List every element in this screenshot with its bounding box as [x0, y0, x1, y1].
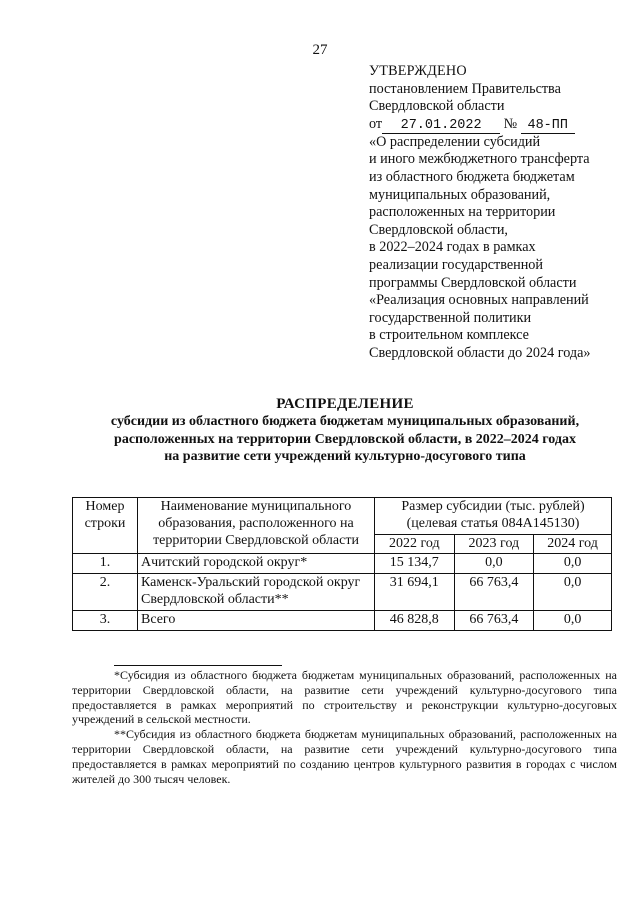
municipality-name: Каменск-Уральский городской округ Свердловской области** [138, 574, 375, 611]
row-number: 2. [73, 574, 138, 611]
value-2023: 66 763,4 [454, 610, 534, 630]
footnotes [72, 665, 617, 786]
header-subsidy-amount: Размер субсидии (тыс. рублей) (целевая статья 084А145130) [375, 498, 612, 535]
table-row [73, 574, 612, 611]
page-number: 27 [312, 42, 328, 58]
value-2023: 0,0 [454, 554, 534, 574]
table-row [73, 554, 612, 574]
resolution-title-line: программы Свердловской области [369, 274, 577, 291]
value-2023: 66 763,4 [454, 574, 534, 611]
heading-subtitle-line: субсидии из областного бюджета бюджетам муниципальных образований, [110, 414, 580, 429]
row-number: 3. [73, 610, 138, 630]
resolution-number: 48-ПП [521, 118, 575, 134]
resolution-title-line: муниципальных образований, [369, 186, 551, 203]
header-year-2024: 2024 год [534, 534, 612, 554]
municipality-name: Ачитский городской округ* [138, 554, 375, 574]
value-2022: 31 694,1 [375, 574, 455, 611]
resolution-title-line: в строительном комплексе [369, 327, 529, 344]
value-2022: 46 828,8 [375, 610, 455, 630]
resolution-date: 27.01.2022 [382, 118, 500, 134]
row-number: 1. [73, 554, 138, 574]
table-row-total [73, 610, 612, 630]
approval-line-2: Свердловской области [369, 98, 505, 115]
value-2024: 0,0 [534, 554, 612, 574]
value-2024: 0,0 [534, 610, 612, 630]
subsidy-table [72, 497, 612, 631]
value-2024: 0,0 [534, 574, 612, 611]
heading-title: РАСПРЕДЕЛЕНИЕ [276, 396, 414, 412]
resolution-title-line: «О распределении субсидий [369, 133, 541, 150]
footnote-wrap [72, 668, 617, 786]
approval-block [369, 63, 631, 363]
resolution-title-line: в 2022–2024 годах в рамках [369, 239, 536, 256]
value-2022: 15 134,7 [375, 554, 455, 574]
table-header-row [73, 498, 612, 535]
resolution-title-line: реализации государственной [369, 256, 543, 273]
resolution-title-line: «Реализация основных направлений [369, 292, 589, 309]
number-label: № [503, 115, 518, 132]
resolution-title-line: и иного межбюджетного трансферта [369, 151, 590, 168]
approval-date-number [369, 116, 631, 134]
header-row-number: Номер строки [73, 498, 138, 554]
heading-subtitle-line: расположенных на территории Свердловской области, в 2022–2024 годах [114, 431, 576, 447]
resolution-title-line: Свердловской области до 2024 года» [369, 344, 591, 361]
resolution-title-line: расположенных на территории [369, 204, 556, 221]
municipality-name: Всего [138, 610, 375, 630]
approval-stamp: УТВЕРЖДЕНО [369, 63, 467, 79]
resolution-title-line: Свердловской области, [369, 221, 508, 238]
header-year-2023: 2023 год [454, 534, 534, 554]
footnote-divider [114, 665, 282, 666]
document-heading [60, 395, 630, 466]
footnote-1: *Субсидия из областного бюджета бюджетам муниципальных образований, расположенных на территории Свердловской области, на развитие сети учреждений культурно-досугового типа предоставляется в рамках мероприятий по строительству и реконструкции культурно-досуговых учреждений в сельской местности. [72, 668, 617, 727]
approval-line-1: постановлением Правительства [369, 80, 561, 97]
header-year-2022: 2022 год [375, 534, 455, 554]
header-municipality: Наименование муниципального образования, расположенного на территории Свердловской области [138, 498, 375, 554]
footnote-2: **Субсидия из областного бюджета бюджетам муниципальных образований, расположенных на территории Свердловской области, на развитие сети учреждений культурно-досугового типа предоставляется в рамках мероприятий по созданию центров культурного развития в городах с числом жителей до 300 тысяч человек. [72, 727, 617, 786]
heading-subtitle-line: на развитие сети учреждений культурно-досугового типа [164, 449, 526, 465]
from-label: от [369, 115, 383, 132]
resolution-title-line: государственной политики [369, 309, 532, 326]
resolution-title-line: из областного бюджета бюджетам [369, 168, 575, 185]
